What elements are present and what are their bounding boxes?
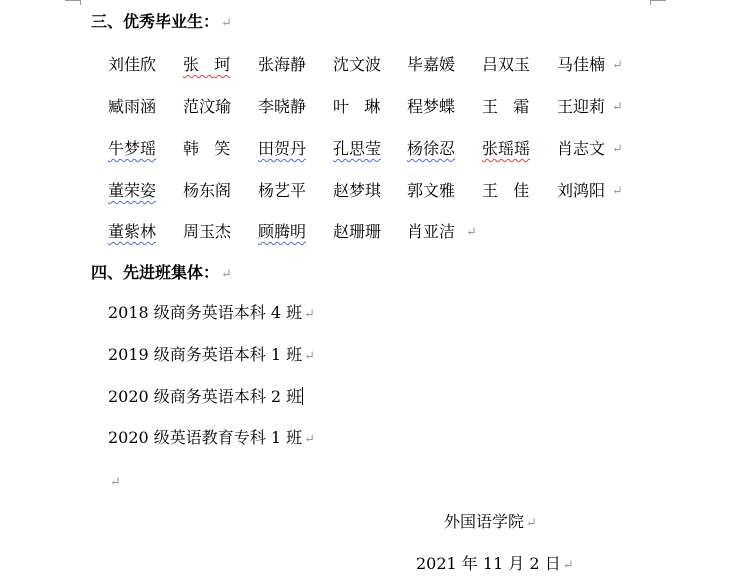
paragraph-mark: ↵ — [304, 349, 316, 364]
class-item[interactable] — [108, 386, 303, 408]
paragraph-mark: ↵ — [562, 558, 574, 573]
graduate-name[interactable]: 肖亚洁 — [407, 222, 456, 241]
graduate-name[interactable]: 周玉杰 — [183, 222, 232, 241]
graduate-name[interactable]: 范汶瑜 — [183, 97, 232, 116]
graduate-name[interactable]: 王霜 — [482, 97, 530, 116]
graduate-name[interactable]: 张珂 — [183, 55, 231, 74]
graduate-name[interactable]: 刘鸿阳 — [557, 181, 606, 200]
section3-heading[interactable] — [91, 12, 232, 34]
graduate-name[interactable]: 张海静 — [258, 55, 307, 74]
graduate-name[interactable]: 叶琳 — [333, 97, 381, 116]
graduate-name[interactable]: 李晓静 — [258, 97, 307, 116]
paragraph-mark: ↵ — [612, 58, 623, 73]
graduate-name[interactable]: 顾腾明 — [258, 222, 307, 241]
class-item[interactable] — [108, 427, 315, 451]
class-item-text[interactable]: 2020 级商务英语本科 2 班 — [108, 387, 303, 406]
graduate-name[interactable]: 王佳 — [482, 181, 530, 200]
class-item-text[interactable]: 2019 级商务英语本科 1 班 — [108, 345, 303, 364]
paragraph-mark: ↵ — [612, 184, 623, 199]
empty-paragraph[interactable] — [108, 470, 121, 494]
graduate-name[interactable]: 毕嘉媛 — [407, 55, 456, 74]
graduate-name[interactable]: 田贺丹 — [258, 139, 307, 158]
paragraph-mark: ↵ — [304, 307, 316, 322]
graduate-name[interactable]: 董荣姿 — [108, 181, 157, 200]
class-item-text[interactable]: 2020 级英语教育专科 1 班 — [108, 428, 303, 447]
graduate-name[interactable]: 韩笑 — [183, 139, 231, 158]
graduate-name[interactable]: 臧雨涵 — [108, 97, 157, 116]
graduate-name[interactable]: 杨艺平 — [258, 181, 307, 200]
corner-mark-left-h — [65, 0, 80, 1]
paragraph-mark: ↵ — [221, 16, 232, 31]
paragraph-mark: ↵ — [466, 225, 477, 240]
graduate-name[interactable]: 牛梦瑶 — [108, 139, 157, 158]
corner-mark-left-v — [80, 0, 81, 5]
graduate-name[interactable]: 肖志文 — [557, 139, 606, 158]
paragraph-mark: ↵ — [612, 142, 623, 157]
graduate-name[interactable]: 赵梦琪 — [333, 181, 382, 200]
corner-mark-right-h — [650, 0, 666, 1]
graduate-name[interactable]: 刘佳欣 — [108, 55, 157, 74]
paragraph-mark: ↵ — [612, 100, 623, 115]
graduate-name[interactable]: 杨徐忍 — [407, 139, 456, 158]
class-item[interactable] — [108, 302, 315, 326]
graduate-name[interactable]: 张瑶瑶 — [482, 139, 531, 158]
text-cursor — [302, 387, 303, 405]
section4-heading-text[interactable]: 四、先进班集体： — [91, 263, 220, 282]
paragraph-mark: ↵ — [221, 267, 232, 282]
section4-heading[interactable] — [91, 263, 232, 285]
section3-heading-text[interactable]: 三、优秀毕业生： — [91, 12, 220, 31]
graduate-name[interactable]: 王迎莉 — [557, 97, 606, 116]
graduate-name[interactable]: 沈文波 — [333, 55, 382, 74]
graduate-name[interactable]: 马佳楠 — [557, 55, 606, 74]
paragraph-mark: ↵ — [304, 432, 316, 447]
graduate-name[interactable]: 郭文雅 — [407, 181, 456, 200]
paragraph-mark: ↵ — [110, 475, 121, 490]
graduate-name[interactable]: 孔思莹 — [333, 139, 382, 158]
graduate-name[interactable]: 吕双玉 — [482, 55, 531, 74]
graduate-name[interactable]: 程梦蝶 — [407, 97, 456, 116]
signature-org-text[interactable]: 外国语学院 — [444, 512, 525, 531]
graduate-name[interactable]: 杨东阁 — [183, 181, 232, 200]
paragraph-mark: ↵ — [526, 516, 537, 531]
signature-org[interactable] — [444, 511, 537, 535]
graduate-name[interactable]: 赵珊珊 — [333, 222, 382, 241]
graduate-name[interactable]: 董紫林 — [108, 222, 157, 241]
signature-date[interactable] — [416, 553, 574, 577]
signature-date-text[interactable]: 2021 年 11 月 2 日 — [416, 554, 561, 573]
class-item[interactable] — [108, 344, 315, 368]
corner-mark-right-v — [650, 0, 651, 5]
class-item-text[interactable]: 2018 级商务英语本科 4 班 — [108, 303, 303, 322]
